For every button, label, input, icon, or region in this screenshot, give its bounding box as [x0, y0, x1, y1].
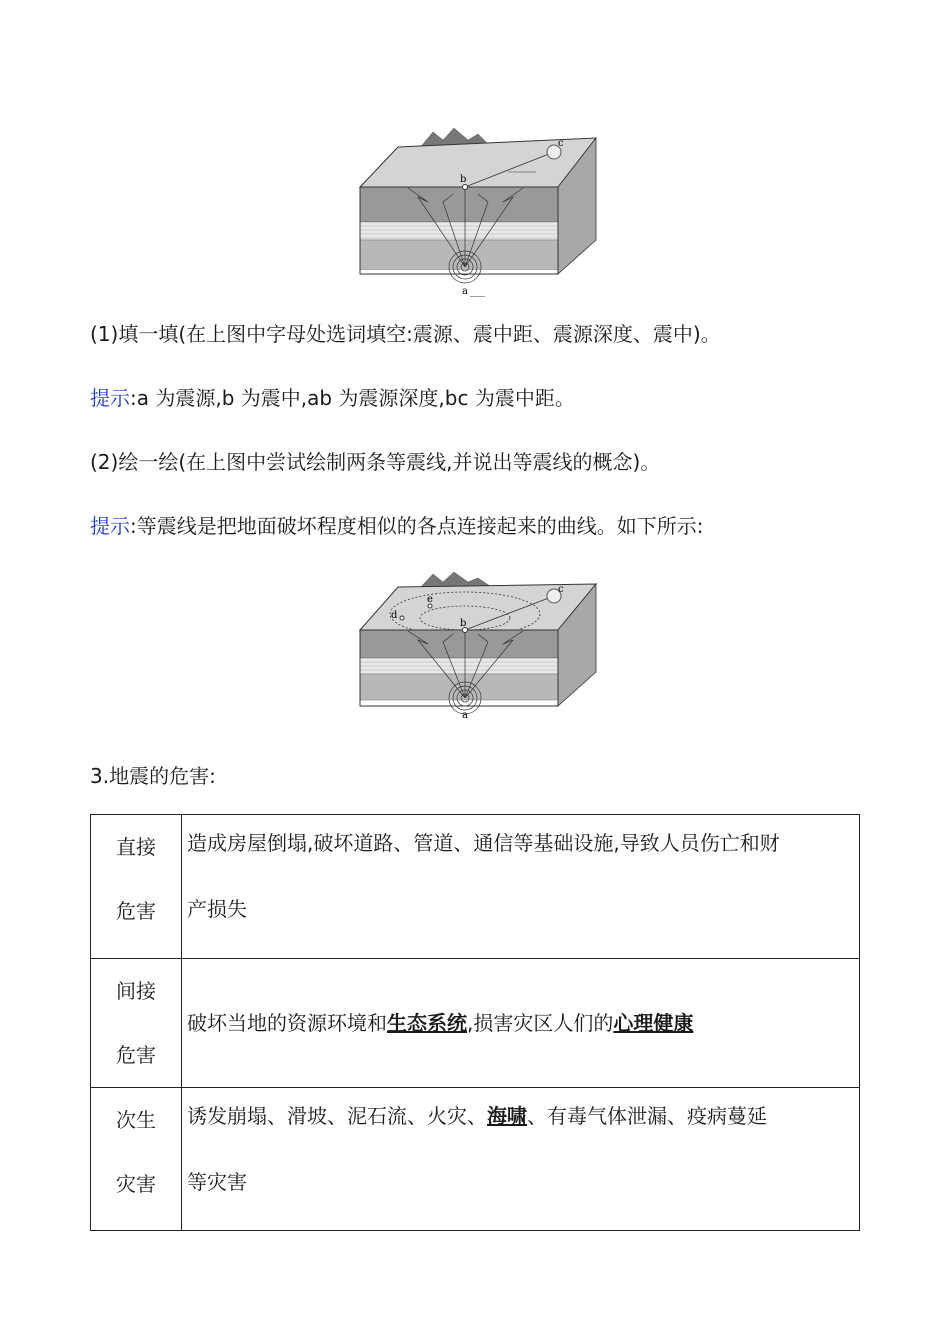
layer-hatched	[360, 222, 558, 240]
epicenter-point	[463, 185, 468, 190]
layer-lower	[360, 240, 558, 270]
label-c: c	[558, 138, 564, 149]
row-header-line2: 危害	[116, 1043, 156, 1067]
hint-1	[90, 384, 870, 412]
table-row	[91, 1088, 860, 1231]
label2-e: e	[427, 594, 433, 605]
hint-1-label: 提示	[90, 386, 130, 410]
point-d	[400, 616, 404, 620]
keyword-tsunami: 海啸	[487, 1104, 527, 1128]
row-header	[91, 815, 182, 959]
section-3-heading: 3.地震的危害:	[90, 764, 216, 788]
row-content	[182, 815, 860, 959]
question-1: (1)填一填(在上图中字母处选词填空:震源、震中距、震源深度、震中)。	[90, 322, 721, 346]
row-text-line1	[187, 1096, 855, 1130]
earthquake-diagram-2	[358, 572, 598, 722]
row-content	[182, 959, 860, 1088]
label2-b: b	[460, 618, 467, 629]
row-header-line1: 次生	[116, 1108, 156, 1132]
hint-2-label: 提示	[90, 514, 130, 538]
row-text: ,损害灾区人们的	[467, 1011, 614, 1035]
label2-c: c	[558, 584, 564, 595]
keyword-ecosystem: 生态系统	[387, 1011, 467, 1035]
row-text-line1: 造成房屋倒塌,破坏道路、管道、通信等基础设施,导致人员伤亡和财	[187, 831, 780, 855]
earthquake-diagram-1	[358, 122, 598, 302]
label2-a: a	[462, 710, 468, 721]
keyword-mental-health: 心理健康	[613, 1011, 694, 1035]
hazards-table	[90, 814, 860, 1231]
table-row	[91, 959, 860, 1088]
table-row	[91, 815, 860, 959]
earthquake-block-svg-1	[358, 122, 598, 302]
label2-d: d	[391, 610, 398, 621]
row-header-line1: 直接	[116, 835, 156, 859]
row-text: 诱发崩塌、滑坡、泥石流、火灾、	[187, 1104, 487, 1128]
hint-2-text: :等震线是把地面破坏程度相似的各点连接起来的曲线。如下所示:	[130, 514, 704, 538]
hint-2	[90, 512, 870, 540]
row-content	[182, 1088, 860, 1231]
row-text-line2: 等灾害	[187, 1170, 247, 1194]
label-b: b	[460, 174, 467, 185]
row-header-line1: 间接	[116, 979, 156, 1003]
earthquake-block-svg-2	[358, 572, 598, 722]
row-header-line2: 危害	[116, 899, 156, 923]
blank-a: ___	[470, 286, 485, 297]
row-text-line2: 产损失	[187, 897, 247, 921]
row-text: 、有毒气体泄漏、疫病蔓延	[527, 1104, 767, 1128]
row-header	[91, 1088, 182, 1231]
row-header	[91, 959, 182, 1088]
row-text: 破坏当地的资源环境和	[187, 1011, 387, 1035]
label-a: a	[462, 286, 468, 297]
layer-top	[360, 187, 558, 222]
row-header-line2: 灾害	[116, 1172, 156, 1196]
question-2: (2)绘一绘(在上图中尝试绘制两条等震线,并说出等震线的概念)。	[90, 450, 661, 474]
hint-1-text: :a 为震源,b 为震中,ab 为震源深度,bc 为震中距。	[130, 386, 575, 410]
